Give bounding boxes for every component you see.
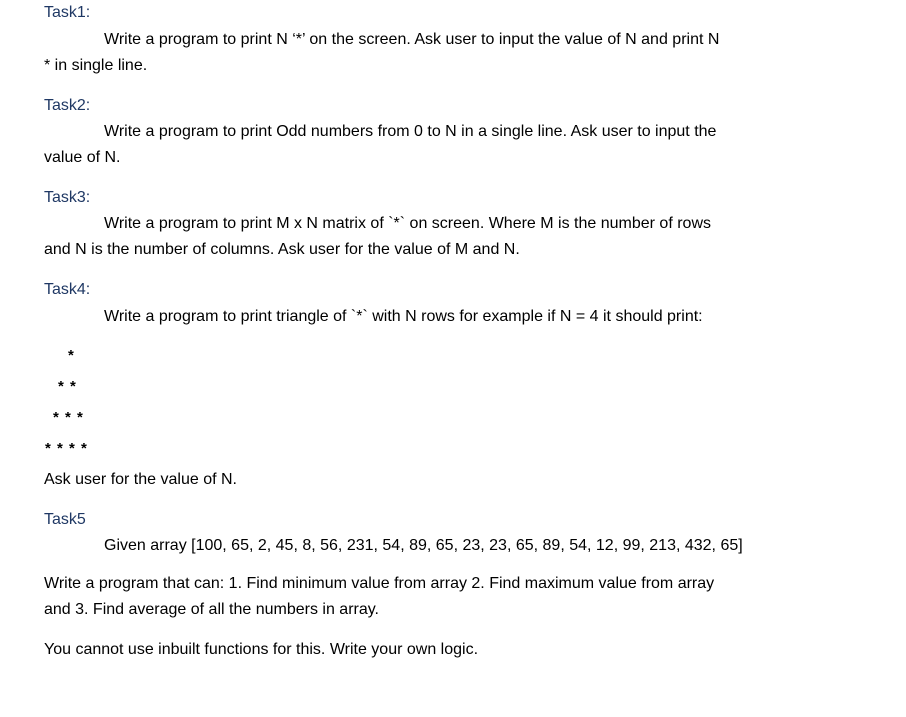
triangle-row-4: * * * * xyxy=(45,440,88,457)
task2-text-line2: value of N. xyxy=(44,149,121,166)
task4-text-line1: Write a program to print triangle of `*` with N rows for example if N = 4 it should print: xyxy=(104,308,703,325)
task5-heading: Task5 xyxy=(44,511,86,528)
task1-text-line1: Write a program to print N ‘*’ on the screen. Ask user to input the value of N and print N xyxy=(104,31,720,48)
triangle-row-2: * * xyxy=(58,378,77,395)
triangle-row-3: * * * xyxy=(53,409,84,426)
task2-heading: Task2: xyxy=(44,97,91,114)
task4-heading: Task4: xyxy=(44,281,91,298)
task4-text-after: Ask user for the value of N. xyxy=(44,471,237,488)
task1-heading: Task1: xyxy=(44,4,91,21)
task3-text-line1: Write a program to print M x N matrix of `*` on screen. Where M is the number of rows xyxy=(104,215,711,232)
task1-text-line2: * in single line. xyxy=(44,57,148,74)
task3-heading: Task3: xyxy=(44,189,91,206)
task5-para1-line1: Write a program that can: 1. Find minimum value from array 2. Find maximum value from array xyxy=(44,575,715,592)
task3-text-line2: and N is the number of columns. Ask user for the value of M and N. xyxy=(44,241,520,258)
task5-para2: You cannot use inbuilt functions for this. Write your own logic. xyxy=(44,641,479,658)
task5-para1-line2: and 3. Find average of all the numbers in array. xyxy=(44,601,379,618)
triangle-row-1: * xyxy=(68,347,75,364)
task2-text-line1: Write a program to print Odd numbers from 0 to N in a single line. Ask user to input the xyxy=(104,123,717,140)
task5-array-line: Given array [100, 65, 2, 45, 8, 56, 231, 54, 89, 65, 23, 23, 65, 89, 54, 12, 99, 213, 432, 65] xyxy=(104,537,743,554)
